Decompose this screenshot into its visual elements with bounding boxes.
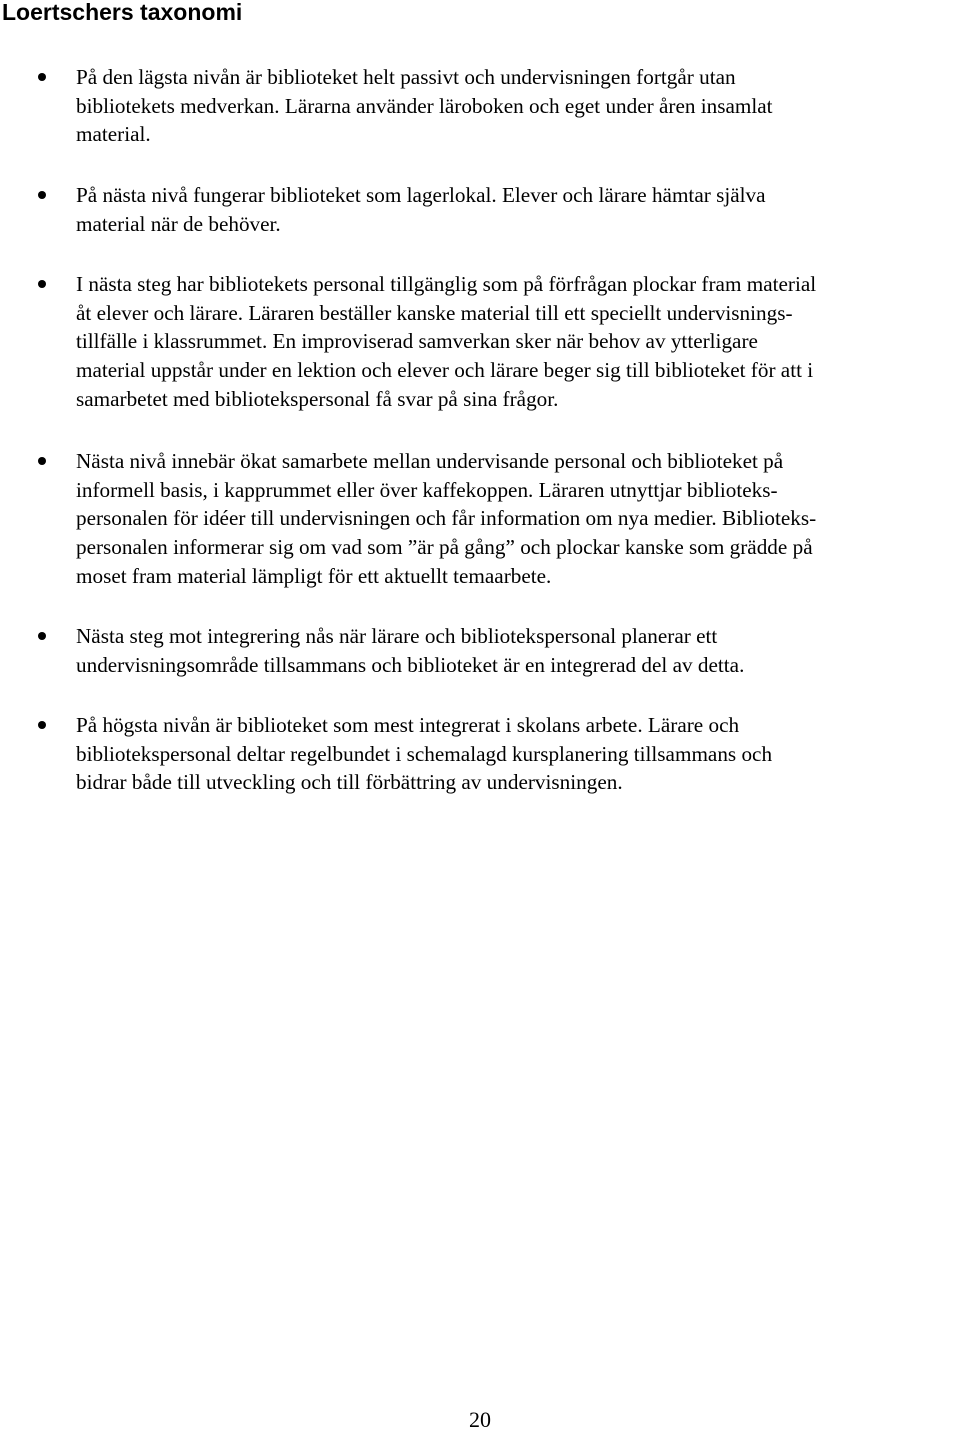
text-line: moset fram material lämpligt för ett aktuellt temaarbete. [76, 563, 552, 588]
bullet-icon [38, 632, 46, 640]
text-line: åt elever och lärare. Läraren beställer kanske material till ett speciellt undervisnings- [76, 300, 793, 325]
text-line: bidrar både till utveckling och till förbättring av undervisningen. [76, 770, 623, 795]
text-line: I nästa steg har bibliotekets personal tillgänglig som på förfrågan plockar fram material [76, 272, 817, 296]
text-line: personalen informerar sig om vad som ”är på gång” och plockar kanske som grädde på [76, 535, 813, 560]
page-title: Loertschers taxonomi [2, 0, 243, 25]
bullet-icon [38, 191, 46, 199]
list-item [76, 711, 960, 797]
bullet-icon [38, 457, 46, 465]
text-line: På nästa nivå fungerar biblioteket som lagerlokal. Elever och lärare hämtar själva [76, 183, 766, 207]
list-item [76, 622, 960, 679]
text-line: Nästa steg mot integrering nås när lärare och bibliotekspersonal planerar ett [76, 624, 718, 648]
bullet-icon [38, 280, 46, 288]
text-line: samarbetet med bibliotekspersonal få svar på sina frågor. [76, 386, 559, 411]
page-number: 20 [469, 1407, 491, 1432]
text-line: På den lägsta nivån är biblioteket helt passivt och undervisningen fortgår utan [76, 65, 736, 89]
text-line: personalen för idéer till undervisningen och får information om nya medier. Biblioteks- [76, 506, 817, 531]
text-line: material uppstår under en lektion och elever och lärare beger sig till biblioteket för att i [76, 358, 814, 383]
list-item [76, 447, 960, 591]
text-line: undervisningsområde tillsammans och biblioteket är en integrerad del av detta. [76, 652, 745, 677]
text-line: tillfälle i klassrummet. En improviserad samverkan sker när behov av ytterligare [76, 329, 758, 354]
bullet-icon [38, 73, 46, 81]
list-item [76, 270, 960, 414]
list-item [76, 63, 960, 149]
text-line: bibliotekspersonal deltar regelbundet i schemalagd kursplanering tillsammans och [76, 741, 773, 766]
text-line: bibliotekets medverkan. Lärarna använder läroboken och eget under åren insamlat [76, 93, 773, 118]
list-item [76, 181, 960, 238]
text-line: material. [76, 122, 151, 147]
bullet-icon [38, 721, 46, 729]
text-line: material när de behöver. [76, 211, 281, 236]
text-line: informell basis, i kapprummet eller över kaffekoppen. Läraren utnyttjar biblioteks- [76, 477, 778, 502]
text-line: Nästa nivå innebär ökat samarbete mellan undervisande personal och biblioteket på [76, 449, 784, 473]
text-line: På högsta nivån är biblioteket som mest integrerat i skolans arbete. Lärare och [76, 713, 740, 737]
